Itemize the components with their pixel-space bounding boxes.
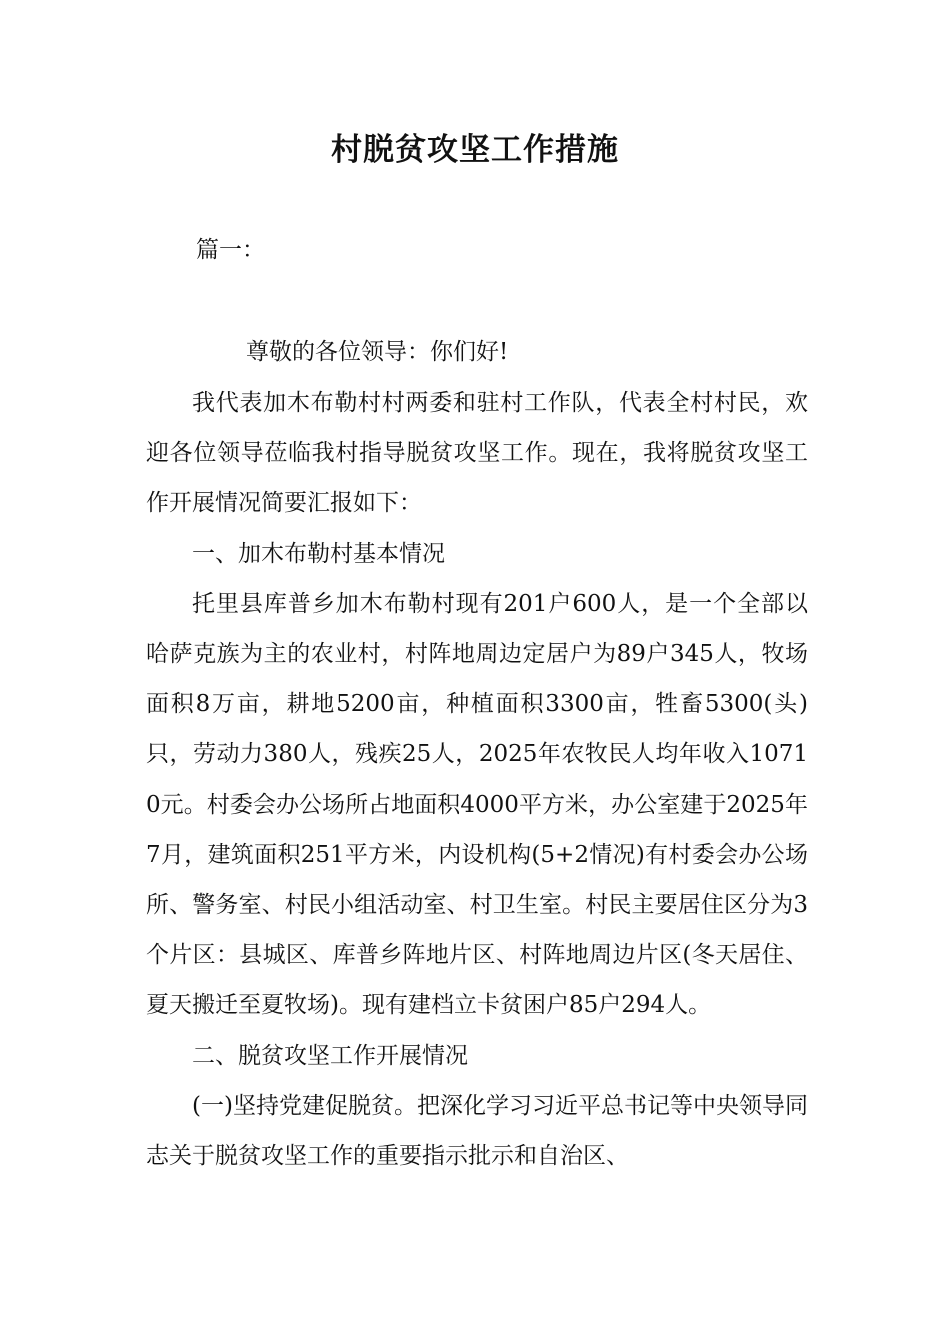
paragraph-intro: 我代表加木布勒村村两委和驻村工作队，代表全村村民，欢迎各位领导莅临我村指导脱贫攻坚工作。现在，我将脱贫攻坚工作开展情况简要汇报如下：	[146, 390, 808, 517]
paragraph-party-building: (一)坚持党建促脱贫。把深化学习习近平总书记等中央领导同志关于脱贫攻坚工作的重要指示批示和自治区、	[146, 1092, 808, 1170]
document-title: 村脱贫攻坚工作措施	[331, 132, 619, 168]
greeting-line: 尊敬的各位领导：你们好!	[246, 339, 509, 365]
heading-work-progress: 二、脱贫攻坚工作开展情况	[192, 1042, 468, 1069]
paragraph-basic-situation: 托里县库普乡加木布勒村现有201户600人，是一个全部以哈萨克族为主的农业村，村阵地周边定居户为89户345人，牧场面积8万亩，耕地5200亩，种植面积3300亩，牲畜5300(头)只，劳动力380人，残疾25人，2025年农牧民人均年收入10710元。村委会办公场所占地面积4000平方米，办公室建于2025年7月，建筑面积251平方米，内设机构(5+2情况)有村委会办公场所、警务室、村民小组活动室、村卫生室。村民主要居住区分为3个片区：县城区、库普乡阵地片区、村阵地周边片区(冬天居住、夏天搬迁至夏牧场)。现有建档立卡贫困户85户294人。	[146, 590, 808, 1019]
document-body	[146, 378, 808, 1181]
section-label: 篇一：	[196, 237, 265, 263]
heading-basic-situation: 一、加木布勒村基本情况	[192, 540, 445, 567]
